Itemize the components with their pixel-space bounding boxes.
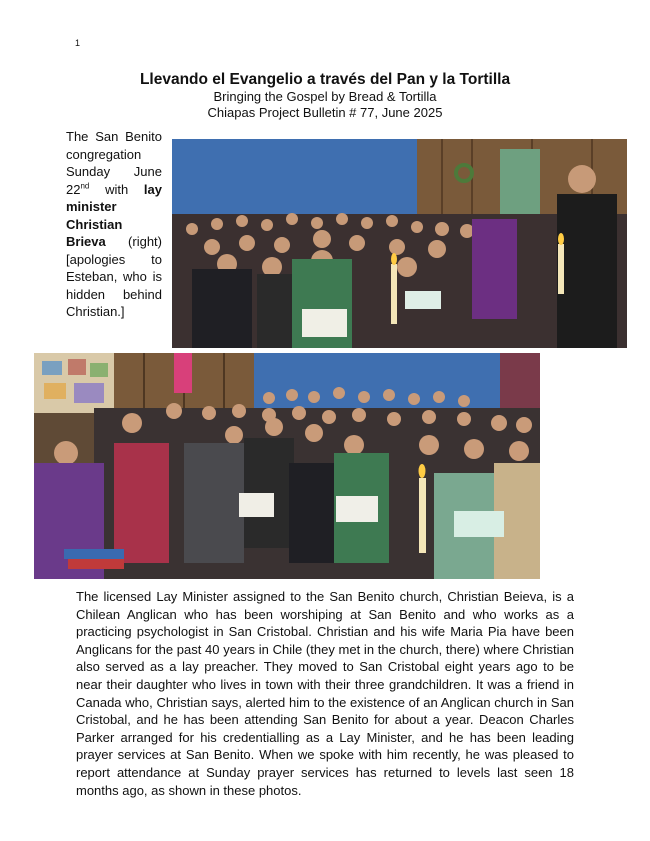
caption-part3: (right) [apologies to Esteban, who is hidden behind Christian.] [66,234,162,319]
title-spanish: Llevando el Evangelio a través del Pan y la Tortilla [139,71,511,88]
caption-part2: with [89,181,144,197]
congregation-photo-1-image [172,139,627,348]
body-paragraph: The licensed Lay Minister assigned to the San Benito church, Christian Beieva, is a Chilean Anglican who has been worshiping at San Benito and who works as a practicing psychologist in San Cristobal. Christian and his wife Maria Pia have been Anglicans for the past 40 years in Chile (they met in the church, there) where Christian also served as a lay preacher. They moved to San Cristobal eight years ago to be near their daughter who lives in town with their three grandchildren. It was a friend in Canada who, Christian says, alerted him to the existence of an Anglican church in San Cristobal, and he has been attending San Benito for about a year. Deacon Charles Parker arranged for his credentialling as a Lay Minister, and he has been leading prayer services at San Benito. When we spoke with him recently, he was pleased to report attendance at Sunday prayer services has returned to levels last seen 18 months ago, as shown in these photos. [76,589,574,798]
caption-ordinal: nd [80,181,90,191]
caption-part1: The San Benito congregation Sunday June 22 [66,129,162,197]
congregation-photo-2-image [34,353,540,579]
title-block [0,70,650,121]
congregation-photo-1 [172,139,627,348]
caption-lay-minister: lay minister Christian Brieva [66,181,162,249]
congregation-photo-2 [34,353,540,579]
photo-caption [66,128,162,321]
title-english: Bringing the Gospel by Bread & Tortilla [213,89,437,104]
page-number: 1 [75,38,81,48]
bulletin-line: Chiapas Project Bulletin # 77, June 2025 [207,105,443,120]
